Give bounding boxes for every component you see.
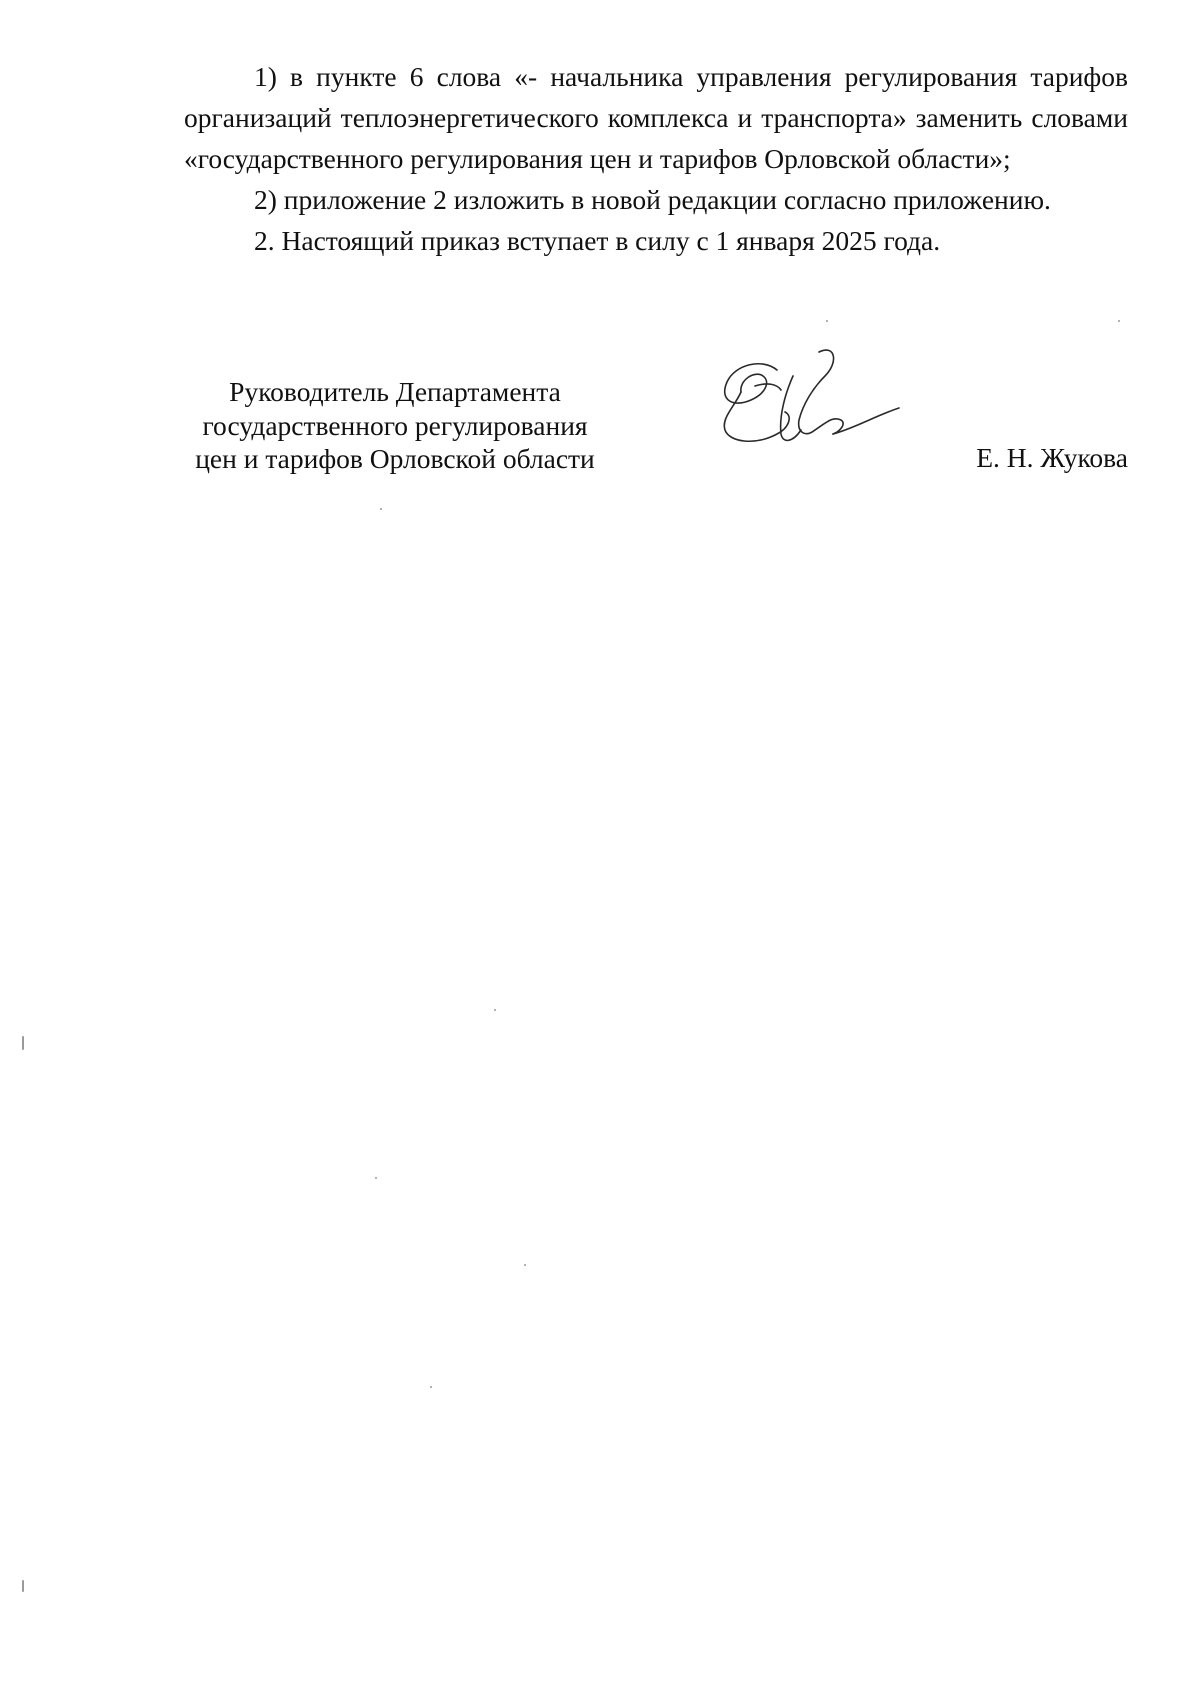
signatory-position xyxy=(150,375,640,476)
signatory-name: Е. Н. Жукова xyxy=(976,442,1128,473)
document-body xyxy=(184,56,1128,261)
position-line: государственного регулирования xyxy=(202,409,588,441)
scan-speck xyxy=(22,1580,24,1592)
position-line: Руководитель Департамента xyxy=(229,376,561,407)
handwritten-signature xyxy=(715,342,915,462)
scan-speck xyxy=(380,508,382,510)
scan-speck xyxy=(22,1036,24,1050)
scan-speck xyxy=(375,1177,377,1179)
paragraph-amendment-2: 2) приложение 2 изложить в новой редакции согласно приложению. xyxy=(254,184,1051,215)
scan-speck xyxy=(494,1009,496,1011)
scan-speck xyxy=(524,1264,526,1266)
scan-speck xyxy=(826,320,828,322)
paragraph-amendment-1: 1) в пункте 6 слова «- начальника управления регулирования тарифов организаций теплоэнергетического комплекса и транспорта» заменить словами «государственного регулирования цен и тарифов Орловской области»; xyxy=(184,61,1128,174)
paragraph-effective-date: 2. Настоящий приказ вступает в силу с 1 января 2025 года. xyxy=(254,225,941,256)
scan-speck xyxy=(1118,320,1120,322)
scan-speck xyxy=(430,1386,432,1388)
position-line: цен и тарифов Орловской области xyxy=(195,443,595,474)
